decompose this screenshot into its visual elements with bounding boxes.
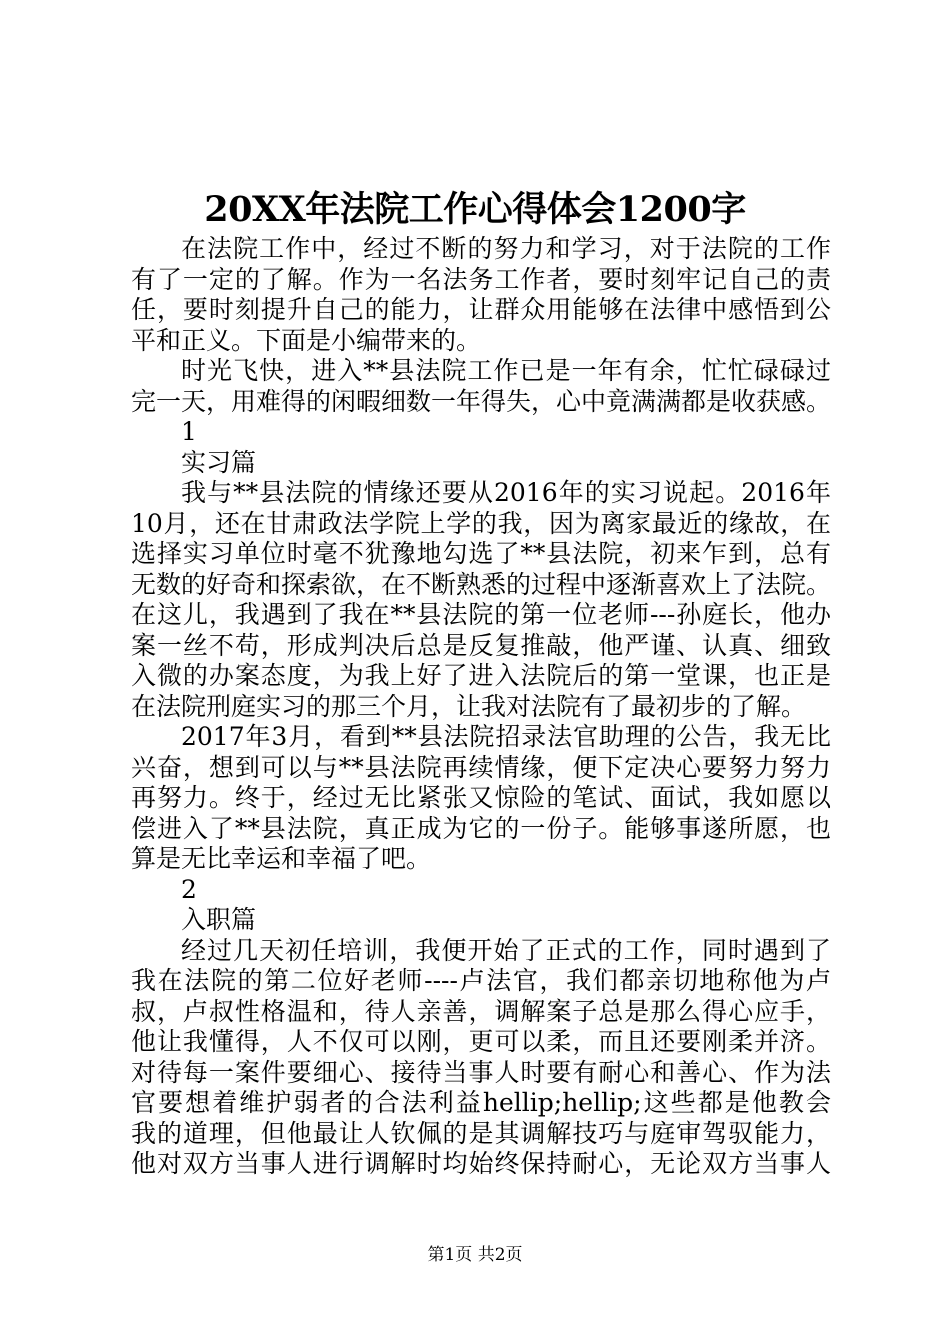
- text-line: 偿进入了**县法院，真正成为它的一份子。能够事遂所愿，也: [131, 813, 831, 843]
- text-line: 他让我懂得，人不仅可以刚，更可以柔，而且还要刚柔并济。: [131, 1027, 831, 1056]
- section-heading: 入职篇: [181, 905, 257, 934]
- document-body: [131, 234, 831, 1180]
- text-line: 无数的好奇和探索欲，在不断熟悉的过程中逐渐喜欢上了法院。: [131, 569, 832, 599]
- text-line: 我在法院的第二位好老师----卢法官，我们都亲切地称他为卢: [131, 966, 831, 995]
- text-line: 有了一定的了解。作为一名法务工作者，要时刻牢记自己的责: [131, 264, 831, 294]
- text-line: 平和正义。下面是小编带来的。: [131, 325, 482, 355]
- text-line: 他对双方当事人进行调解时均始终保持耐心，无论双方当事人: [131, 1149, 831, 1178]
- text-line: 在法院刑庭实习的那三个月，让我对法院有了最初步的了解。: [131, 691, 807, 721]
- text-line: 再努力。终于，经过无比紧张又惊险的笔试、面试，我如愿以: [131, 783, 831, 812]
- text-line: 10月，还在甘肃政法学院上学的我，因为离家最近的缘故，在: [131, 508, 831, 538]
- text-line: 官要想着维护弱者的合法利益hellip;hellip;这些都是他教会: [131, 1088, 831, 1117]
- text-line: 2017年3月，看到**县法院招录法官助理的公告，我无比: [181, 722, 831, 751]
- text-line: 入微的办案态度，为我上好了进入法院后的第一堂课，也正是: [131, 661, 831, 690]
- text-line: 经过几天初任培训，我便开始了正式的工作，同时遇到了: [181, 935, 831, 965]
- text-line: 叔，卢叔性格温和，待人亲善，调解案子总是那么得心应手，: [131, 996, 831, 1026]
- text-line: 算是无比幸运和幸福了吧。: [131, 844, 432, 873]
- text-line: 时光飞快，进入**县法院工作已是一年有余，忙忙碌碌过: [181, 356, 831, 385]
- text-line: 完一天，用难得的闲暇细数一年得失，心中竟满满都是收获感。: [131, 386, 832, 416]
- page-footer: 第1页 共2页: [427, 1245, 523, 1265]
- section-number: 2: [181, 874, 197, 904]
- section-number: 1: [181, 417, 197, 446]
- text-line: 我与**县法院的情缘还要从2016年的实习说起。2016年: [181, 478, 831, 507]
- text-line: 我的道理，但他最让人钦佩的是其调解技巧与庭审驾驭能力，: [131, 1118, 831, 1148]
- text-line: 在法院工作中，经过不断的努力和学习，对于法院的工作: [181, 234, 831, 263]
- text-line: 任，要时刻提升自己的能力，让群众用能够在法律中感悟到公: [131, 295, 831, 324]
- text-line: 兴奋，想到可以与**县法院再续情缘，便下定决心要努力努力: [131, 752, 831, 782]
- section-heading: 实习篇: [181, 447, 257, 477]
- text-line: 选择实习单位时毫不犹豫地勾选了**县法院，初来乍到，总有: [131, 539, 831, 568]
- text-line: 对待每一案件要细心、接待当事人时要有耐心和善心、作为法: [131, 1057, 831, 1087]
- document-title: 20XX年法院工作心得体会1200字: [204, 189, 746, 230]
- text-line: 案一丝不苟，形成判决后总是反复推敲，他严谨、认真、细致: [131, 630, 831, 660]
- text-line: 在这儿，我遇到了我在**县法院的第一位老师---孙庭长，他办: [131, 600, 831, 629]
